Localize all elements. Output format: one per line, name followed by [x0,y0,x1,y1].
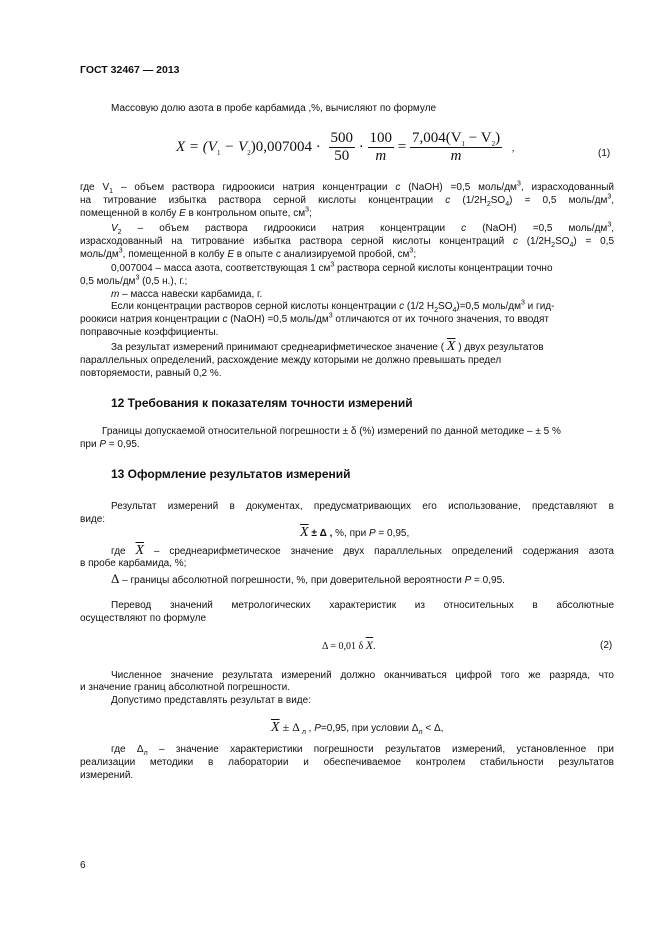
section-13-title: 13 Оформление результатов измерений [111,467,351,481]
numeric-value-line1: Численное значение результата измерений должно оканчиваться цифрой того же разряда, что [111,670,614,681]
equation-number-1: (1) [598,148,611,159]
where-v1-line3: помещенной в колбу E в контрольном опыте, $см^3$; [80,206,312,219]
section-12-line2: при P = 0,95. [80,439,140,450]
where-deltal-line2: реализации методики в лаборатории и обеспечиваемое контролем стабильности результатов [80,757,614,768]
section-13-p1-line1: Результат измерений в документах, предусматривающих его использование, представляют в [111,501,614,512]
result-line1: За результат измерений принимают среднеарифметическое значение ( $\overline{X}$ ) двух результатов [111,339,544,354]
correction-line3: поправочные коэффициенты. [80,327,219,338]
where-v2-line1: $V_2$ – объем раствора гидроокиси натрия концентрации c (NaOH) =0,5 моль/$дм^3$, [111,221,614,236]
correction-line1: Если концентрации растворов серной кислоты концентрации c (1/2 $H_2SO_4)=0,5$ моль/$дм^3$ и гид- [111,299,555,314]
document-header: ГОСТ 32467 — 2013 [80,64,180,76]
result-line2: параллельных определений, расхождение между которыми не должно превышать предел [80,355,502,366]
where-mass-line2: 0,5 моль/$дм^3$ (0,5 н.), г.; [80,274,188,287]
allowed-text: Допустимо представлять результат в виде: [111,695,311,706]
where-deltal-line3: измерений. [80,770,134,781]
formula-3: $\overline{X} \pm \Delta$ $_л$ , P=0,95, при условии $\Delta_л < \Delta$, [271,720,444,736]
conversion-line1: Перевод значений метрологических характеристик из относительных в абсолютные [111,600,614,611]
where-v1-line1: где $V_1$ – объем раствора гидроокиси натрия концентрации c (NaOH) =0,5 моль/$дм^3$, израсходованный [80,180,615,195]
formula-1: $X = (V_1 - V_2)0,007004$ · $\frac{500}{50}$ · $\frac{100}{m}$ = $\frac{7,004(V_1 - V_2)}{m}$ , [176,130,515,164]
formula-2: Δ = 0,01 δ $\overline{X}$. [322,638,376,652]
where-v2-line2: израсходованный на титрование избытка раствора серной кислоты концентраций c $(1/2H_2SO_4) = 0,5$ [80,236,615,249]
result-line3: повторяемости, равный 0,2 %. [80,368,222,379]
where-deltal-line1: где $\Delta_л$ – значение характеристики погрешности результатов измерений, установленное при [111,744,614,757]
where-mass-line1: 0,007004 – масса азота, соответствующая 1 $см^3$ раствора серной кислоты концентрации точно [111,261,553,274]
where-v2-line3: моль/$дм^3$, помещенной в колбу E в опыте с анализируемой пробой, $см^3$; [80,247,417,260]
equation-number-2: (2) [600,640,613,651]
where-m: m – масса навески карбамида, г. [111,289,263,300]
section-12-line1: Границы допускаемой относительной погрешности ± δ (%) измерений по данной методике – ± 5 % [102,426,561,437]
intro-text: Массовую долю азота в пробе карбамида ,%, вычисляют по формуле [111,103,437,114]
result-expression: $\overline{X} \pm \Delta$ , %, при P = 0,95, [300,525,410,540]
section-13-p1-line2: виде: [80,514,106,525]
where-v1-line2: на титрование избытка раствора серной кислоты концентрации c $(1/2H_2SO_4) = 0,5$ моль/$дм^3$, [80,193,615,208]
where-xbar-line1: где $\overline{X}$ – среднеарифметическое значение двух параллельных определений содержания азота [111,543,614,558]
where-delta: Δ – границы абсолютной погрешности, %, при доверительной вероятности P = 0,95. [111,571,505,586]
page-number: 6 [80,860,86,871]
section-12-title: 12 Требования к показателям точности измерений [111,396,413,410]
conversion-line2: осуществляют по формуле [80,613,207,624]
where-xbar-line2: в пробе карбамида, %; [80,558,187,569]
correction-line2: роокиси натрия концентрации c (NaOH) =0,5 моль/$дм^3$ отличаются от их точного значения, то вводят [80,312,549,325]
numeric-value-line2: и значение границ абсолютной погрешности. [80,682,290,693]
